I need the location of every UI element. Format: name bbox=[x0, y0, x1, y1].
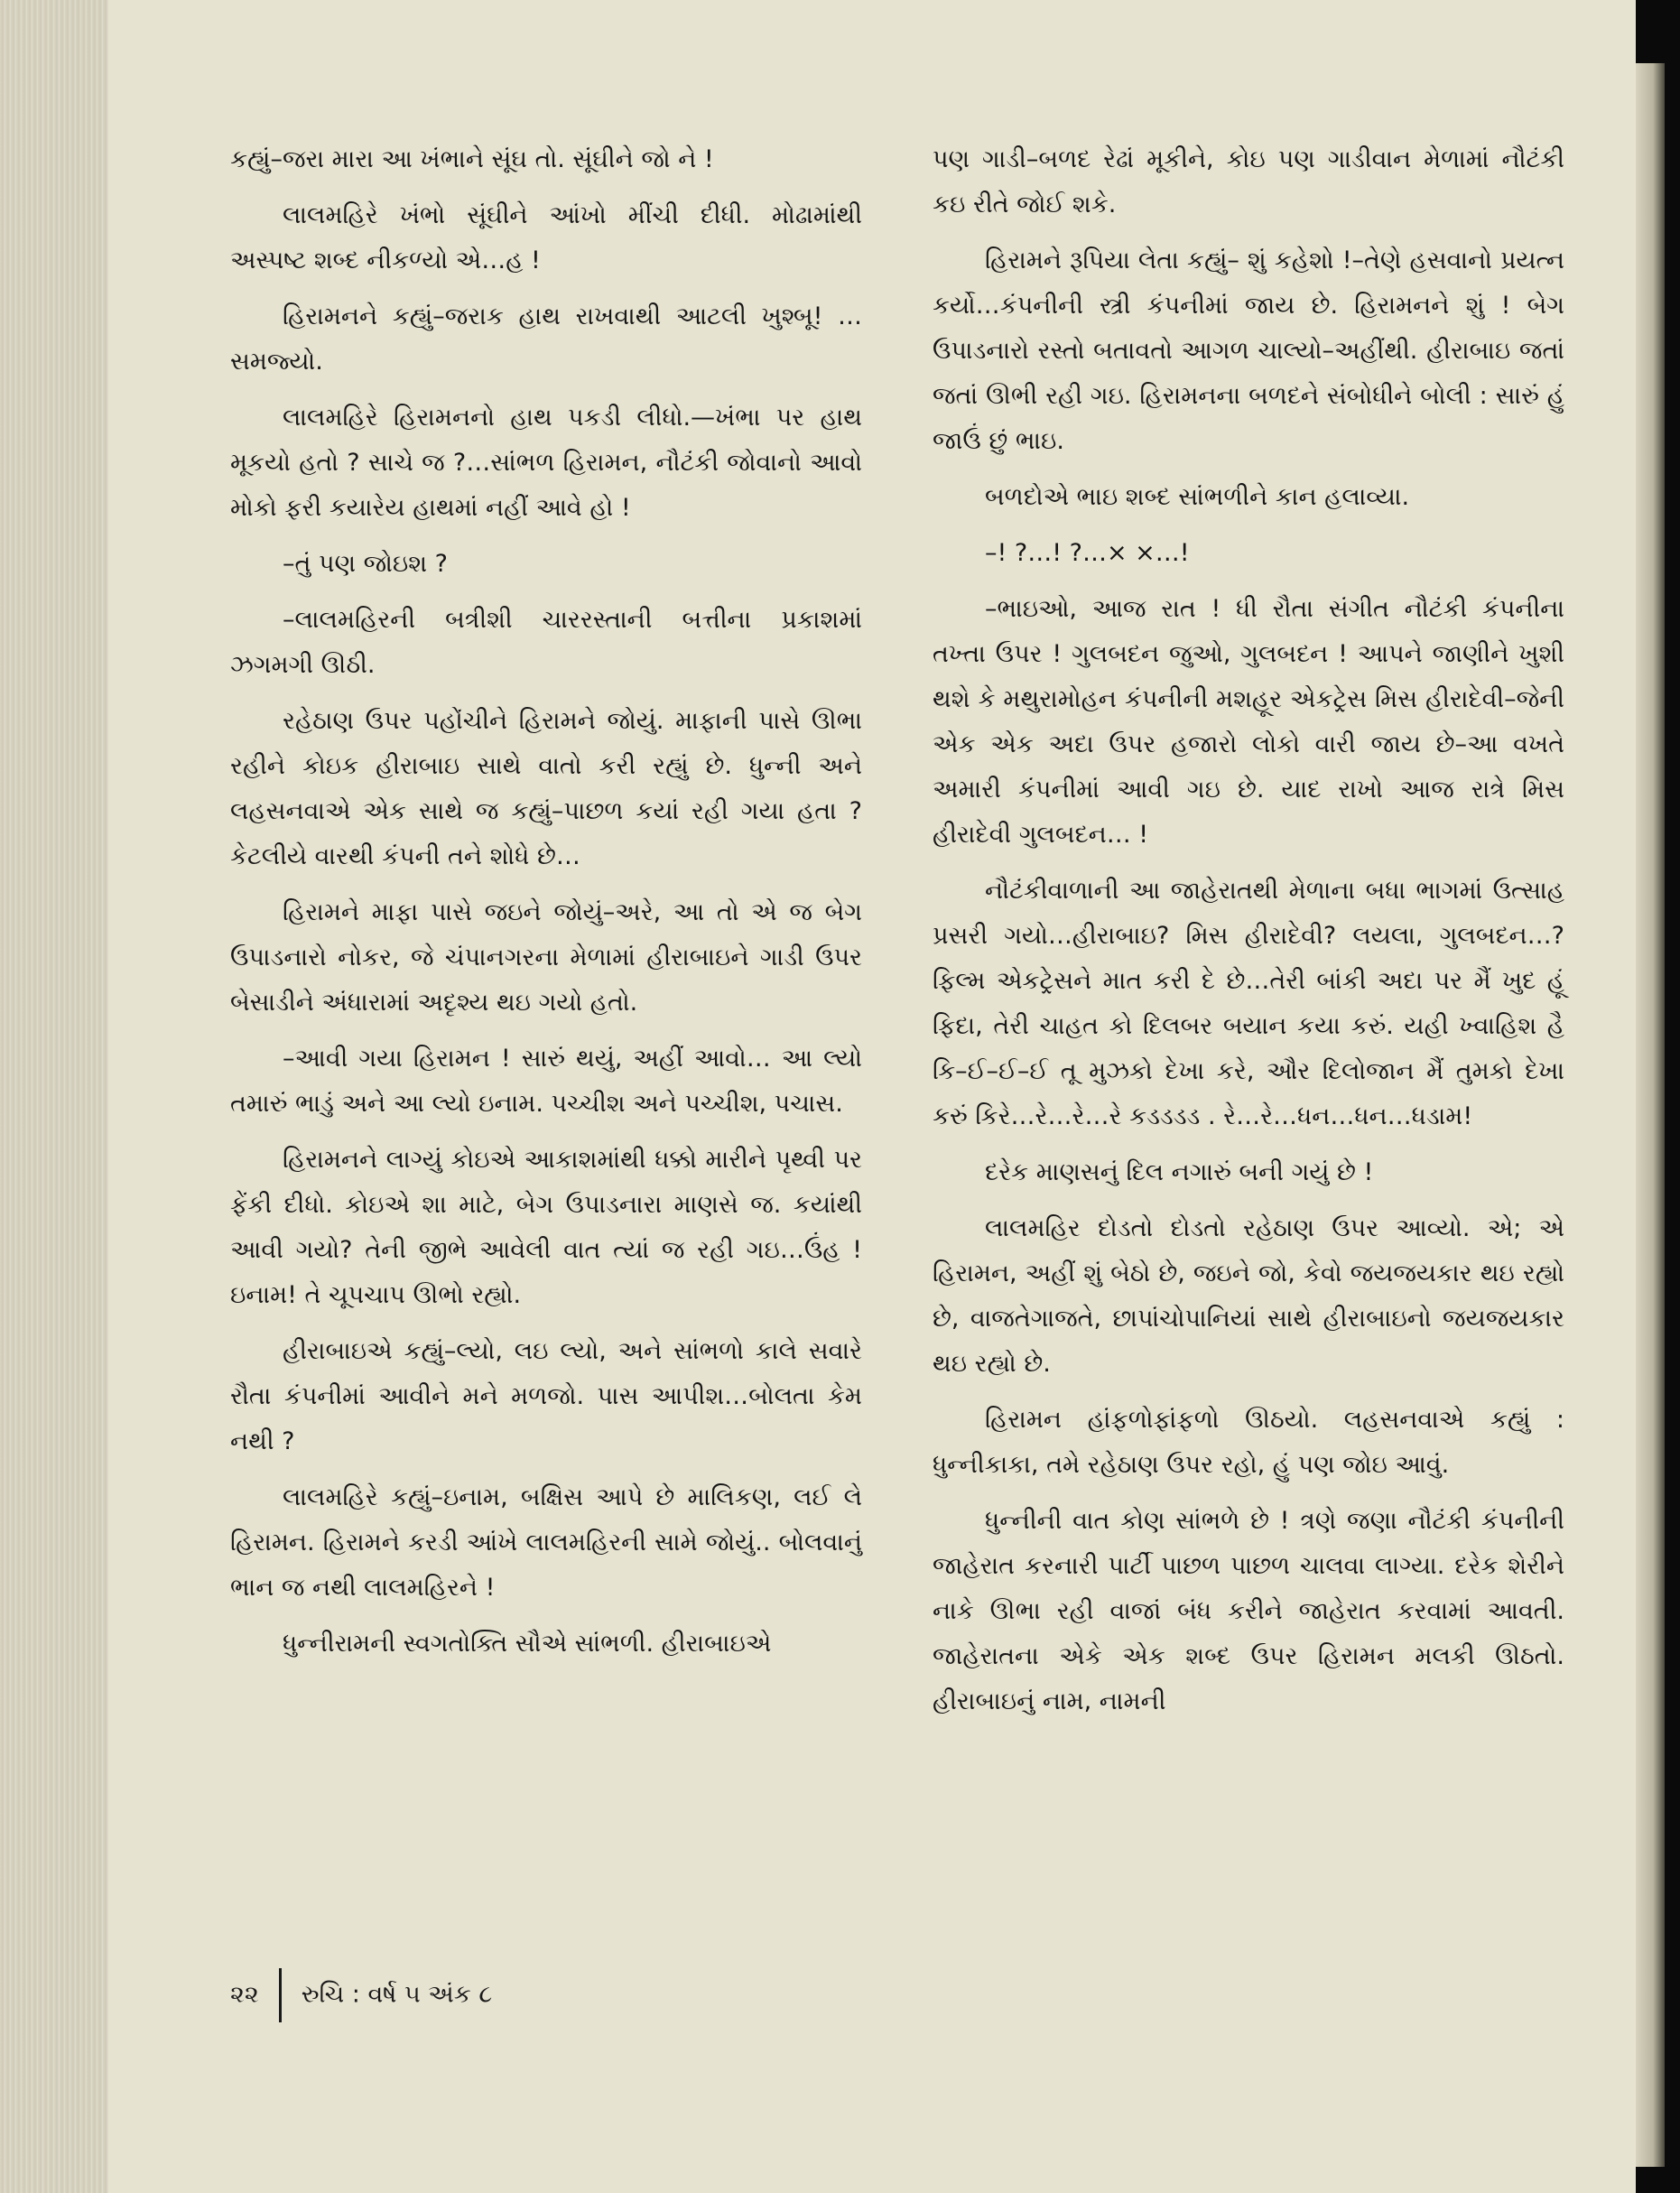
paragraph: લાલમહિરે હિરામનનો હાથ પકડી લીધો.—ખંભા પર હાથ મૂકયો હતો ? સાચે જ ?…સાંભળ હિરામન, નૌટંકી જોવાનો આવો મોકો ફરી કયારેય હાથમાં નહીં આવે હો ! bbox=[230, 404, 862, 522]
paragraph: હિરામનને કહ્યું–જરાક હાથ રાખવાથી આટલી ખુશ્બૂ! …સમજ્યો. bbox=[230, 302, 862, 376]
paragraph: લાલમહિરે કહ્યું–ઇનામ, બક્ષિસ આપે છે માલિકણ, લઈ લે હિરામન. હિરામને કરડી આંખે લાલમહિરની સામે જોયું.. બોલવાનું ભાન જ નથી લાલમહિરને ! bbox=[230, 1483, 862, 1602]
next-page-edge bbox=[1636, 63, 1665, 2167]
paragraph: દરેક માણસનું દિલ નગારું બની ગયું છે ! bbox=[985, 1158, 1374, 1186]
journal-issue: રુચિ : વર્ષ ૫ અંક ૮ bbox=[301, 1980, 493, 2009]
paragraph: ધુન્નીની વાત કોણ સાંભળે છે ! ત્રણે જણા નૌટંકી કંપનીની જાહેરાત કરનારી પાર્ટી પાછળ પાછળ ચાલવા લાગ્યા. દરેક શેરીને નાકે ઊભા રહી વાજાં બંધ કરીને જાહેરાત કરવામાં આવતી. જાહેરાતના એકે એક શબ્દ ઉપર હિરામન મલકી ઊઠતો. હીરાબાઇનું નામ, નામની bbox=[933, 1507, 1564, 1715]
page-footer bbox=[230, 1968, 492, 2022]
paragraph: પણ ગાડી–બળદ રેઢાં મૂકીને, કોઇ પણ ગાડીવાન મેળામાં નૌટંકી કઇ રીતે જોઈ શકે. bbox=[933, 145, 1564, 218]
right-column bbox=[933, 137, 1564, 1735]
paragraph: હિરામન હાંફળોફાંફળો ઊઠયો. લહસનવાએ કહ્યું : ધુન્નીકાકા, તમે રહેઠાણ ઉપર રહો, હું પણ જોઇ આવું. bbox=[933, 1406, 1564, 1479]
paragraph: લાલમહિર દોડતો દોડતો રહેઠાણ ઉપર આવ્યો. એ; એ હિરામન, અહીં શું બેઠો છે, જઇને જો, કેવો જયજયકાર થઇ રહ્યો છે, વાજતેગાજતે, છાપાંચોપાનિયાં સાથે હીરાબાઇનો જયજયકાર થઇ રહ્યો છે. bbox=[933, 1214, 1564, 1378]
paragraph: હીરાબાઇએ કહ્યું–લ્યો, લઇ લ્યો, અને સાંભળો કાલે સવારે રૌતા કંપનીમાં આવીને મને મળજો. પાસ આપીશ…બોલતા કેમ નથી ? bbox=[230, 1337, 862, 1455]
paragraph: રહેઠાણ ઉપર પહોંચીને હિરામને જોયું. માફાની પાસે ઊભા રહીને કોઇક હીરાબાઇ સાથે વાતો કરી રહ્યું છે. ધુન્ની અને લહસનવાએ એક સાથે જ કહ્યું–પાછળ કયાં રહી ગયા હતા ? કેટલીયે વારથી કંપની તને શોધે છે… bbox=[230, 707, 862, 870]
page-number: ૨૨ bbox=[230, 1980, 259, 2009]
paragraph: લાલમહિરે ખંભો સૂંઘીને આંખો મીંચી દીધી. મોઢામાંથી અસ્પષ્ટ શબ્દ નીકળ્યો એ…હ ! bbox=[230, 201, 862, 274]
paragraph: હિરામને માફા પાસે જઇને જોયું–અરે, આ તો એ જ બેગ ઉપાડનારો નોકર, જે ચંપાનગરના મેળામાં હીરાબાઇને ગાડી ઉપર બેસાડીને અંધારામાં અદૃશ્ય થઇ ગયો હતો. bbox=[230, 898, 862, 1017]
paragraph: કહ્યું–જરા મારા આ ખંભાને સૂંઘ તો. સૂંઘીને જો ને ! bbox=[230, 145, 714, 173]
paragraph: હિરામનને લાગ્યું કોઇએ આકાશમાંથી ધક્કો મારીને પૃથ્વી પર ફેંકી દીધો. કોઇએ શા માટે, બેગ ઉપાડનારા માણસે જ. કયાંથી આવી ગયો? તેની જીભે આવેલી વાત ત્યાં જ રહી ગઇ…ઉંહ ! ઇનામ! તે ચૂપચાપ ઊભો રહ્યો. bbox=[230, 1146, 862, 1309]
paragraph: ધુન્નીરામની સ્વગતોક્તિ સૌએ સાંભળી. હીરાબાઇએ bbox=[283, 1630, 772, 1658]
left-column bbox=[230, 137, 862, 1677]
footer-divider bbox=[279, 1968, 282, 2022]
paragraph: બળદોએ ભાઇ શબ્દ સાંભળીને કાન હલાવ્યા. bbox=[985, 483, 1410, 511]
paragraph: –ભાઇઓ, આજ રાત ! ધી રૌતા સંગીત નૌટંકી કંપનીના તખ્તા ઉપર ! ગુલબદન જુઓ, ગુલબદન ! આપને જાણીને ખુશી થશે કે મથુરામોહન કંપનીની મશહૂર એકટ્રેસ મિસ હીરાદેવી–જેની એક એક અદા ઉપર હજારો લોકો વારી જાય છે–આ વખતે અમારી કંપનીમાં આવી ગઇ છે. યાદ રાખો આજ રાત્રે મિસ હીરાદેવી ગુલબદન… ! bbox=[933, 595, 1564, 849]
paragraph: હિરામને રૂપિયા લેતા કહ્યું– શું કહેશો !–તેણે હસવાનો પ્રયત્ન કર્યો…કંપનીની સ્ત્રી કંપનીમાં જાય છે. હિરામનને શું ! બેગ ઉપાડનારો રસ્તો બતાવતો આગળ ચાલ્યો–અહીંથી. હીરાબાઇ જતાં જતાં ઊભી રહી ગઇ. હિરામનના બળદને સંબોધીને બોલી : સારું હું જાઉં છું ભાઇ. bbox=[933, 246, 1564, 455]
paragraph: –! ?…! ?…× ×…! bbox=[985, 539, 1190, 567]
paragraph: –આવી ગયા હિરામન ! સારું થયું, અહીં આવો… આ લ્યો તમારું ભાડું અને આ લ્યો ઇનામ. પચ્ચીશ અને પચ્ચીશ, પચાસ. bbox=[230, 1045, 862, 1118]
paragraph: નૌટંકીવાળાની આ જાહેરાતથી મેળાના બધા ભાગમાં ઉત્સાહ પ્રસરી ગયો…હીરાબાઇ? મિસ હીરાદેવી? લયલા, ગુલબદન…? ફિલ્મ એકટ્રેસને માત કરી દે છે…તેરી બાંકી અદા પર મૈં ખુદ હૂં ફિદા, તેરી ચાહત કો દિલબર બયાન કયા કરું. યહી ખ્વાહિશ હૈ કિ–ઈ–ઈ–ઈ તૂ મુઝકો દેખા કરે, ઔર દિલોજાન મૈં તુમકો દેખા કરું કિરે…રે…રે…રે કડડડડ . રે…રે…ધન…ધન…ધડામ! bbox=[933, 877, 1564, 1130]
page-stack-edge bbox=[0, 0, 108, 2193]
paragraph: –લાલમહિરની બત્રીશી ચારરસ્તાની બત્તીના પ્રકાશમાં ઝગમગી ઊઠી. bbox=[230, 606, 862, 679]
paragraph: –તું પણ જોઇશ ? bbox=[283, 550, 449, 578]
